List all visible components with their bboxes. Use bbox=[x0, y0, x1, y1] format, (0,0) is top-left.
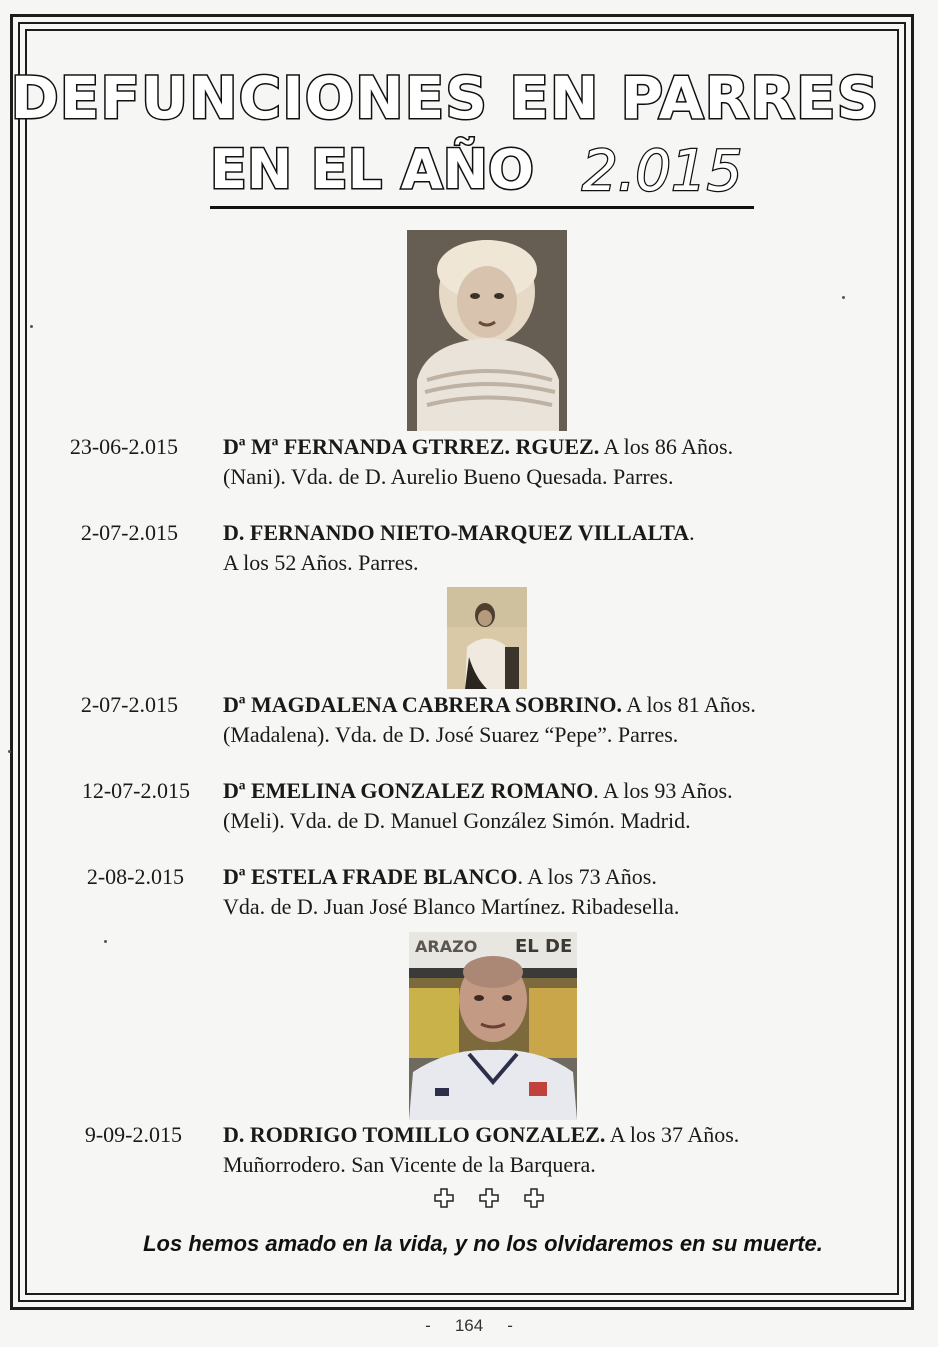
crosses-ornament bbox=[434, 1188, 544, 1208]
entry-details: (Madalena). Vda. de D. José Suarez “Pepe”. Parres. bbox=[223, 722, 679, 747]
photo-sign-text: ARAZO bbox=[415, 937, 478, 956]
entry-name: D. FERNANDO NIETO-MARQUEZ VILLALTA bbox=[223, 520, 690, 545]
page-number-dash-left: - bbox=[425, 1316, 431, 1335]
entry-name: Dª Mª FERNANDA GTRREZ. RGUEZ. bbox=[223, 434, 600, 459]
subtitle-text: EN EL AÑO bbox=[210, 138, 534, 201]
entry-details: (Nani). Vda. de D. Aurelio Bueno Quesada. Parres. bbox=[223, 464, 674, 489]
entry-details: Muñorrodero. San Vicente de la Barquera. bbox=[223, 1152, 596, 1177]
entry-age: . A los 73 Años. bbox=[517, 864, 657, 889]
entry-date: 2-08-2.015 bbox=[86, 864, 184, 889]
page-title: DEFUNCIONES EN PARRES bbox=[10, 64, 880, 132]
cross-icon bbox=[479, 1188, 499, 1208]
entry-date: 9-09-2.015 bbox=[84, 1122, 182, 1147]
entry-details: A los 52 Años. Parres. bbox=[223, 550, 419, 575]
page-number-value: 164 bbox=[454, 1316, 484, 1335]
entry-name: Dª ESTELA FRADE BLANCO bbox=[223, 864, 518, 889]
entry-name: D. RODRIGO TOMILLO GONZALEZ. bbox=[223, 1122, 606, 1147]
entry-details: (Meli). Vda. de D. Manuel González Simón. Madrid. bbox=[223, 808, 691, 833]
entry-name: Dª MAGDALENA CABRERA SOBRINO. bbox=[223, 692, 622, 717]
entry-age: A los 86 Años. bbox=[599, 434, 734, 459]
page-number bbox=[0, 1316, 938, 1336]
entry-text bbox=[223, 776, 883, 836]
cross-icon bbox=[524, 1188, 544, 1208]
subtitle-year: 2.015 bbox=[582, 139, 743, 204]
entry-details: Vda. de D. Juan José Blanco Martínez. Ribadesella. bbox=[223, 894, 680, 919]
entry-age: A los 81 Años. bbox=[621, 692, 756, 717]
entry-age: A los 37 Años. bbox=[605, 1122, 740, 1147]
entry-text bbox=[223, 862, 883, 922]
cross-icon bbox=[434, 1188, 454, 1208]
page-subtitle bbox=[210, 136, 754, 209]
portrait-photo-rodrigo bbox=[409, 932, 577, 1120]
entry-date: 12-07-2.015 bbox=[81, 778, 190, 803]
scan-speck bbox=[8, 750, 11, 753]
portrait-photo-fernanda bbox=[407, 230, 567, 431]
closing-message: Los hemos amado en la vida, y no los olvidaremos en su muerte. bbox=[143, 1231, 823, 1256]
page-number-dash-right: - bbox=[507, 1316, 513, 1335]
entry-text bbox=[223, 518, 883, 578]
entry-age: . A los 93 Años. bbox=[593, 778, 733, 803]
entry-text bbox=[223, 432, 883, 492]
photo-sign-text-2: EL DE bbox=[515, 936, 573, 957]
scan-speck bbox=[30, 325, 33, 328]
entry-name: Dª EMELINA GONZALEZ ROMANO bbox=[223, 778, 594, 803]
entry-date: 23-06-2.015 bbox=[69, 434, 178, 459]
scan-speck bbox=[842, 296, 845, 299]
entry-text bbox=[223, 690, 883, 750]
entry-text bbox=[223, 1120, 883, 1180]
entry-date: 2-07-2.015 bbox=[80, 520, 178, 545]
portrait-photo-magdalena bbox=[447, 587, 527, 689]
scan-speck bbox=[104, 940, 107, 943]
entry-age: . bbox=[689, 520, 695, 545]
entry-date: 2-07-2.015 bbox=[80, 692, 178, 717]
